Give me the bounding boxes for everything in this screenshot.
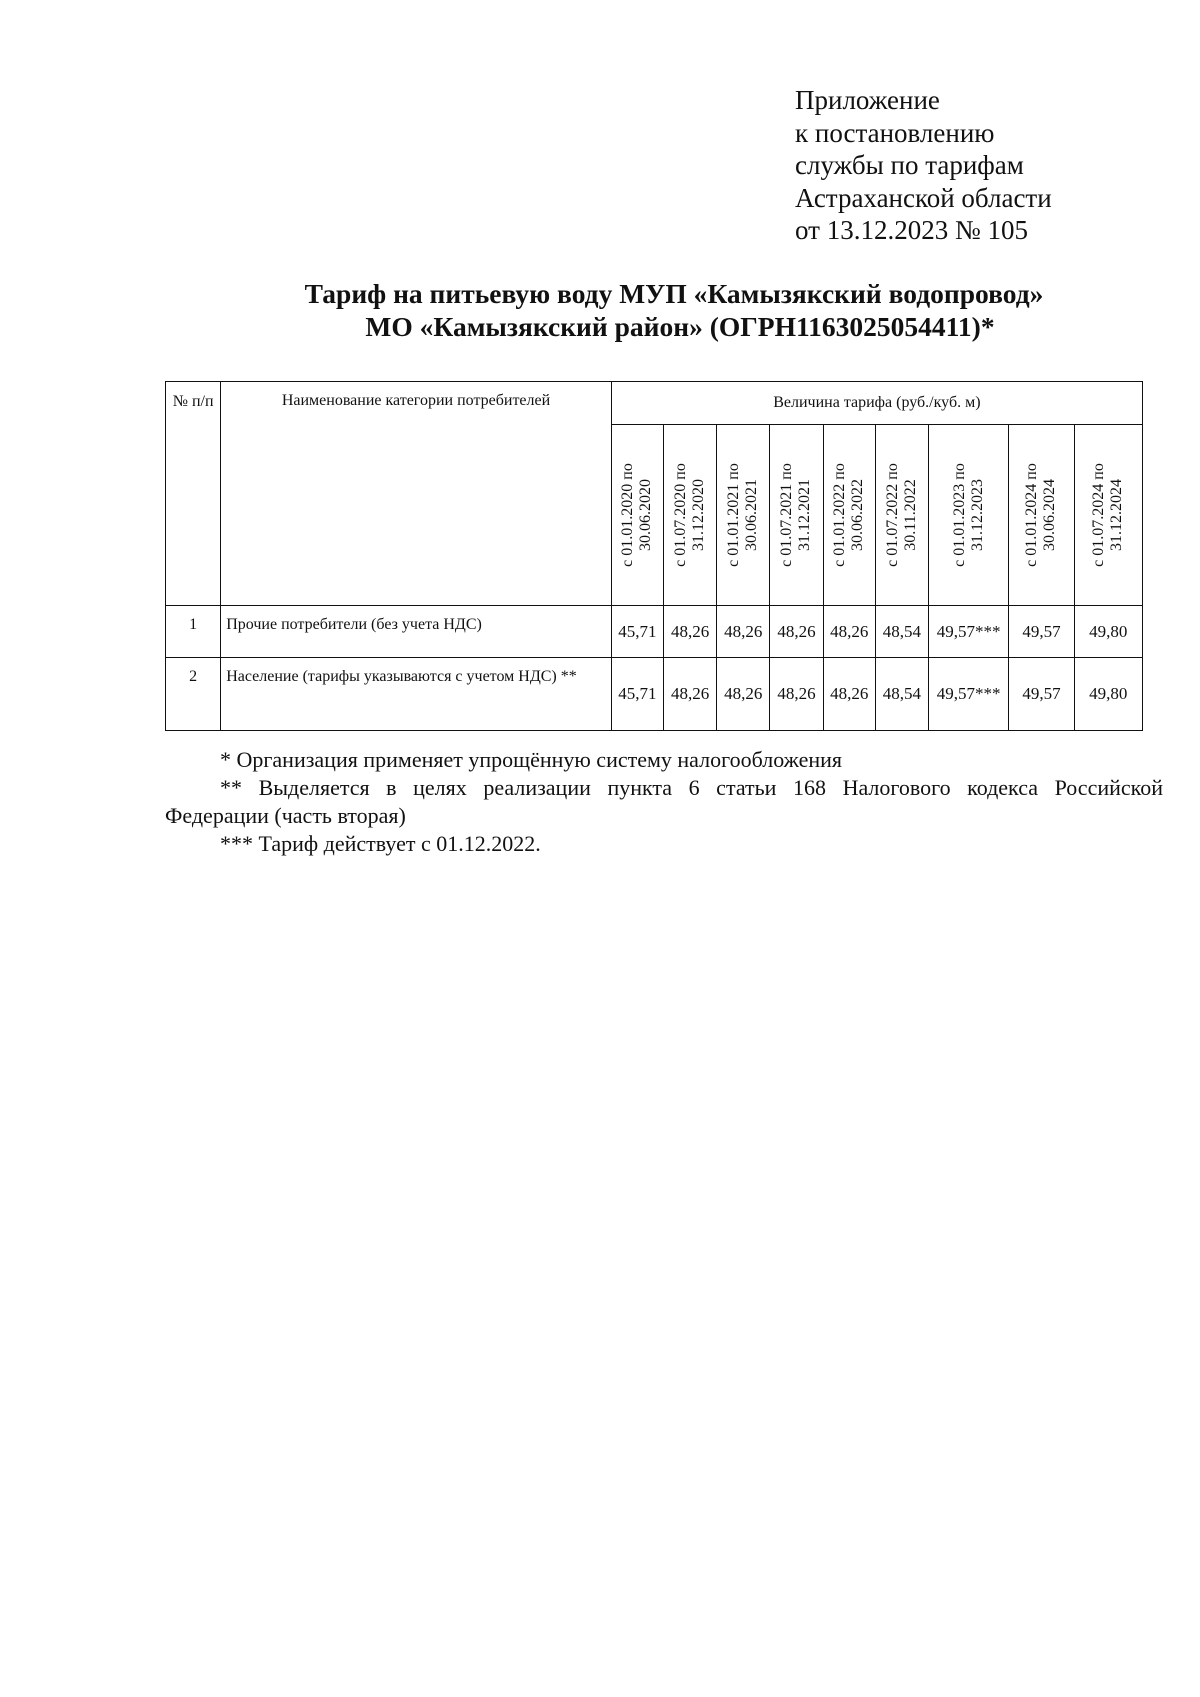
tariff-value: 48,54 (875, 658, 928, 731)
tariff-value: 49,80 (1074, 658, 1142, 731)
appendix-line: Приложение (795, 85, 940, 115)
appendix-block (795, 84, 1052, 247)
row-category: Население (тарифы указываются с учетом НДС) ** (221, 658, 612, 731)
document-title (0, 277, 1200, 343)
tariff-value: 49,57 (1009, 606, 1074, 658)
tariff-value: 49,57*** (929, 606, 1009, 658)
footnote-1: * Организация применяет упрощённую систему налогообложения (220, 747, 843, 772)
header-tariff-group: Величина тарифа (руб./куб. м) (611, 382, 1142, 425)
row-number: 1 (166, 606, 221, 658)
tariff-value: 48,54 (875, 606, 928, 658)
tariff-value: 48,26 (823, 606, 875, 658)
footnote-3: *** Тариф действует с 01.12.2022. (220, 831, 541, 856)
table-row (166, 606, 1143, 658)
header-number: № п/п (166, 382, 221, 606)
footnotes (165, 746, 1163, 858)
tariff-value: 48,26 (663, 658, 716, 731)
table-row (166, 658, 1143, 731)
tariff-value: 49,57*** (929, 658, 1009, 731)
header-period: с 01.07.2024 по 31.12.2024 (1074, 425, 1142, 606)
title-line-1: Тариф на питьевую воду МУП «Камызякский водопровод» (304, 278, 1044, 309)
tariff-value: 45,71 (611, 658, 663, 731)
header-period: с 01.01.2023 по 31.12.2023 (929, 425, 1009, 606)
footnote-2-continuation: Федерации (часть вторая) (165, 803, 406, 828)
tariff-value: 48,26 (823, 658, 875, 731)
footnote-2: ** Выделяется в целях реализации пункта 6 статьи 168 Налогового кодекса Российской (220, 775, 1163, 800)
tariff-value: 48,26 (717, 606, 770, 658)
row-category: Прочие потребители (без учета НДС) (221, 606, 612, 658)
header-period: с 01.01.2020 по 30.06.2020 (611, 425, 663, 606)
tariff-value: 48,26 (770, 658, 823, 731)
appendix-line: к постановлению (795, 117, 995, 148)
appendix-line: Астраханской области (795, 182, 1052, 213)
appendix-line: от 13.12.2023 № 105 (795, 215, 1028, 245)
tariff-value: 45,71 (611, 606, 663, 658)
tariff-table (165, 381, 1143, 731)
tariff-value: 48,26 (717, 658, 770, 731)
title-line-2: МО «Камызякский район» (ОГРН1163025054411)* (365, 311, 995, 342)
tariff-value: 48,26 (770, 606, 823, 658)
header-period: с 01.07.2020 по 31.12.2020 (663, 425, 716, 606)
row-number: 2 (166, 658, 221, 731)
table-header-row (166, 382, 1143, 425)
header-period: с 01.07.2022 по 30.11.2022 (875, 425, 928, 606)
tariff-value: 49,80 (1074, 606, 1142, 658)
header-period: с 01.07.2021 по 31.12.2021 (770, 425, 823, 606)
tariff-value: 49,57 (1009, 658, 1074, 731)
tariff-value: 48,26 (663, 606, 716, 658)
appendix-line: службы по тарифам (795, 150, 1024, 180)
header-period: с 01.01.2024 по 30.06.2024 (1009, 425, 1074, 606)
header-period: с 01.01.2021 по 30.06.2021 (717, 425, 770, 606)
header-category: Наименование категории потребителей (221, 382, 612, 606)
header-period: с 01.01.2022 по 30.06.2022 (823, 425, 875, 606)
